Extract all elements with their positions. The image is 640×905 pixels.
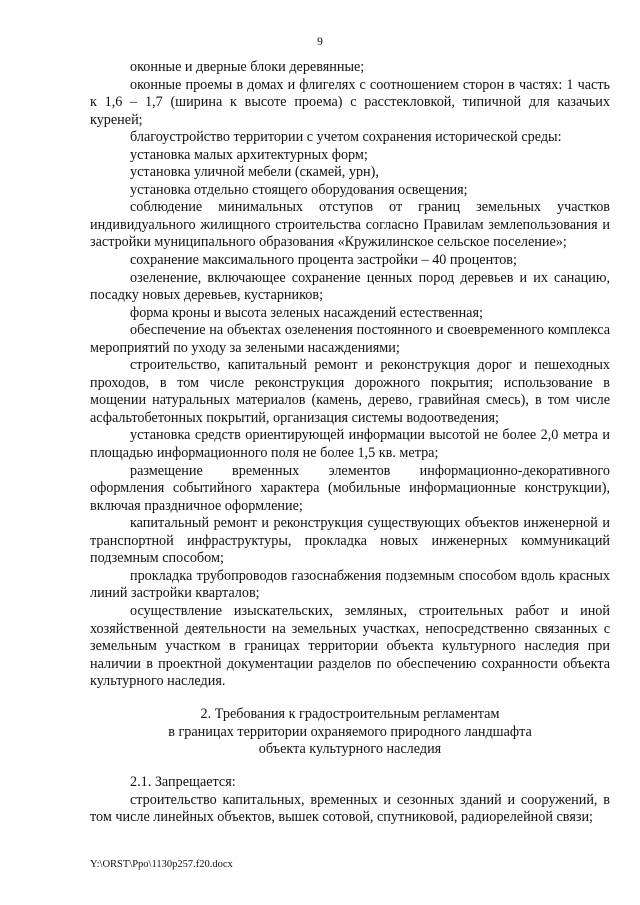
paragraph: форма кроны и высота зеленых насаждений естественная; [130,304,483,321]
section-heading-line: 2. Требования к градостроительным регламентам [200,706,500,722]
section-heading [90,706,610,759]
paragraph: благоустройство территории с учетом сохранения исторической среды: [130,129,562,146]
paragraph: прокладка трубопроводов газоснабжения подземным способом вдоль красных линий застройки кварталов; [90,567,610,602]
paragraph: установка средств ориентирующей информации высотой не более 2,0 метра и площадью информационного поля не более 1,5 кв. метра; [90,427,610,462]
paragraph: соблюдение минимальных отступов от границ земельных участков индивидуального жилищного строительства согласно Правилам землепользования и застройки муниципального образования «Кружилинское сельское поселение»; [90,199,610,251]
paragraph: установка уличной мебели (скамей, урн), [130,164,379,181]
paragraph: строительство капитальных, временных и сезонных зданий и сооружений, в том числе линейных объектов, вышек сотовой, спутниковой, радиорелейной связи; [90,791,610,826]
subsection-title: 2.1. Запрещается: [130,774,236,790]
paragraph: капитальный ремонт и реконструкция существующих объектов инженерной и транспортной инфраструктуры, прокладка новых инженерных коммуникаций подземным способом; [90,515,610,567]
section-heading-line: объекта культурного наследия [258,741,442,757]
paragraph: оконные и дверные блоки деревянные; [130,59,365,75]
paragraph: строительство, капитальный ремонт и реконструкция дорог и пешеходных проходов, в том числе реконструкция дорожного покрытия; использование в мощении натуральных материалов (камень, дерево, гравийная смесь), в том числе асфальтобетонных покрытий, организация системы водоотведения; [90,357,610,426]
section-body [90,774,610,827]
paragraph: озеленение, включающее сохранение ценных пород деревьев и их санацию, посадку новых деревьев, кустарников; [90,269,610,304]
paragraph: обеспечение на объектах озеленения постоянного и своевременного комплекса мероприятий по уходу за зелеными насаждениями; [90,322,610,356]
paragraph: установка малых архитектурных форм; [130,146,368,163]
paragraph: размещение временных элементов информационно-декоративного оформления событийного характера (мобильные информационные конструкции), включая праздничное оформление; [90,462,610,514]
document-body [90,59,610,691]
paragraph: оконные проемы в домах и флигелях с соотношением сторон в частях: 1 часть к 1,6 – 1,7 (ширина к высоте проема) с расстекловкой, типичной для казачьих куреней; [90,76,610,128]
footer-file-path: Y:\ORST\Ppo\1130p257.f20.docx [90,859,233,870]
page-number: 9 [317,36,323,48]
paragraph: сохранение максимального процента застройки – 40 процентов; [130,252,517,269]
paragraph: осуществление изыскательских, земляных, строительных работ и иной хозяйственной деятельности на земельных участках, непосредственно связанных с земельным участком в границах территории объекта культурного наследия при наличии в проектной документации разделов по обеспечению сохранности объекта культурного наследия. [90,602,610,690]
section-heading-line: в границах территории охраняемого природного ландшафта [168,723,532,740]
paragraph: установка отдельно стоящего оборудования освещения; [130,181,468,198]
